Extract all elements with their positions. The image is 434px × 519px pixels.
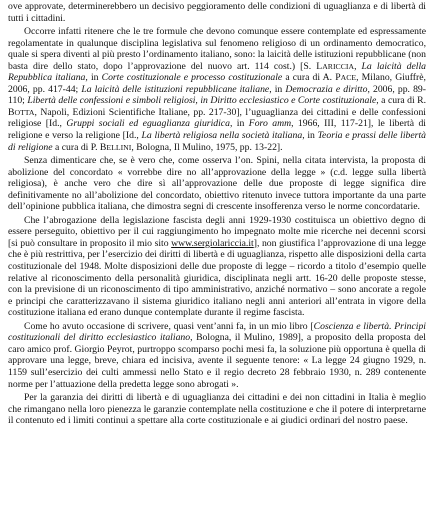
text-run: a cura di P. B	[52, 141, 107, 153]
website-link[interactable]: www.sergiolariccia.it	[171, 237, 254, 249]
italic-text: Libertà delle confessioni e simboli religiosi, in Diritto ecclesiastico e Corte costituzionale	[27, 95, 377, 107]
paragraph-6	[8, 392, 426, 427]
text-run: , Napoli, Edizioni Scientifiche Italiane, pp. 217-30], l’uguaglianza dei cittadini e delle confessioni religiose [Id.,	[8, 106, 426, 130]
italic-text: Teoria e prassi delle libertà di religione	[8, 130, 426, 153]
text-run: , a cura di R. B	[8, 95, 426, 118]
text-run: ,	[354, 60, 362, 72]
paragraph-5	[8, 321, 426, 390]
italic-text: La laicità delle istituzioni repubblicane italiane	[81, 83, 270, 95]
document-page	[8, 1, 426, 427]
text-run: a cura di A. P	[282, 72, 341, 84]
italic-text: Corte costituzionale e processo costituzionale	[101, 72, 283, 84]
italic-text: Coscienza e libertà. Principi costituzionali del diritto ecclesiastico italiano	[8, 320, 426, 344]
text-run: , in	[302, 130, 318, 142]
text-run: , in	[85, 72, 102, 84]
italic-text: Gruppi sociali ed eguaglianza giuridica	[66, 118, 230, 130]
paragraph-3	[8, 155, 426, 213]
author-name-smallcaps: ARICCIA	[322, 61, 355, 71]
paragraph-4	[8, 215, 426, 319]
text-run: Senza dimenticare che, se è vero che, come osserva l’on. Spini, nella citata intervista, la proposta di abolizione del concordato « vorrebbe dire no all’approvazione della legge » (c.d. legge sulla libertà religiosa), è anche vero che dire sì all’approvazione delle due proposte di legge significa dire definitivamente no all’abolizione del concordato, obiettivo ritenuto invece tuttora importante da una parte dell’opinione pubblica italiana, che dimostra segni di crescente insofferenza verso le norme concordatarie.	[8, 155, 426, 213]
italic-text: La laicità della Repubblica italiana	[8, 60, 426, 84]
italic-text: Democrazia e diritto	[285, 83, 368, 95]
text-run: Come ho avuto occasione di scrivere, quasi vent’anni fa, in un mio libro [	[24, 320, 314, 332]
text-run: , in	[229, 118, 249, 130]
text-run: , Milano, Giuffrè, 2006, pp. 417-44;	[8, 72, 426, 95]
italic-text: La libertà religiosa nella società italiana	[141, 130, 303, 142]
text-run: , Bologna, il Mulino, 1989], a proposito della proposta del caro amico prof. Giorgio Peyrot, purtroppo scomparso pochi mesi fa, la soluzione più opportuna è quella di approvare una legge, breve, chiara ed incisiva, avente il seguente tenore: « La legge 24 giugno 1929, n. 1159 sull’esercizio dei culti ammessi nello Stato e il regio decreto 28 febbraio 1930, n. 289 contenente norme per l’attuazione della predetta legge sono abrogati ».	[8, 332, 427, 390]
text-run: , Bologna, Il Mulino, 1975, pp. 13-22].	[131, 141, 283, 153]
text-run: , in	[269, 83, 286, 95]
paragraph-2	[8, 26, 426, 153]
text-run: Che l’abrogazione della legislazione fascista degli anni 1929-1930 costituisca un obiettivo degno di essere perseguito, obiettivo per il cui raggiungimento ho impegnato molte mie ricerche nei decenni scorsi [si può consultare in proposito il mio sito	[8, 214, 426, 249]
paragraph-1	[8, 1, 426, 24]
text-run: ], non giustifica l’approvazione di una legge che è più restrittiva, per l’esercizio dei diritti di libertà e di uguaglianza, rispetto alle disposizioni della carta costituzionale del 1948. Molte disposizioni delle due proposte di legge – ricordo a titolo d’esempio quelle relative al riconoscimento della personalità giuridica, disciplinata negli artt. 16-20 delle proposte stesse, con la previsione di un riconoscimento di tipo amministrativo, anziché normativo – sono ancorate a regole e principi che caratterizzavano il sistema giuridico italiano negli anni anteriori all’entrata in vigore della costituzione italiana ed erano dunque contemplate durante il regime fascista.	[8, 237, 426, 319]
text-run: , 2006, pp. 89-110;	[8, 83, 426, 107]
text-run: Per la garanzia dei diritti di libertà e di uguaglianza dei cittadini e dei non cittadini in Italia è meglio che rimangano nella loro pienezza le garanzie contemplate nella costituzione e che il potere di interpretarne il contenuto ed i limiti continui a spettare alla corte costituzionale e ai giudici ordinari del nostro paese.	[8, 392, 426, 427]
author-name-smallcaps: OTTA	[14, 107, 35, 117]
author-name-smallcaps: ACE	[340, 73, 357, 83]
italic-text: Foro amm	[248, 118, 292, 130]
text-run: Occorre infatti ritenere che le tre formule che devono comunque essere contemplate ed espressamente regolamentate in qualunque disciplina legislativa sul fenomeno religioso di un ordinamento democratico, quale si spera diventi al più presto l’ordinamento italiano, sono: la laicità delle istituzioni repubblicane (non basta dire dello stato, dopo l’approvazione del nuovo art. 114 cost.) [S. L	[8, 26, 426, 72]
text-run: , 1966, III, 117-21], le libertà di religione e verso la religione [Id.,	[8, 118, 426, 142]
text-run: ove approvate, determinerebbero un decisivo peggioramento delle condizioni di uguaglianza e di libertà di tutti i cittadini.	[8, 1, 426, 24]
author-name-smallcaps: ELLINI	[106, 142, 132, 152]
